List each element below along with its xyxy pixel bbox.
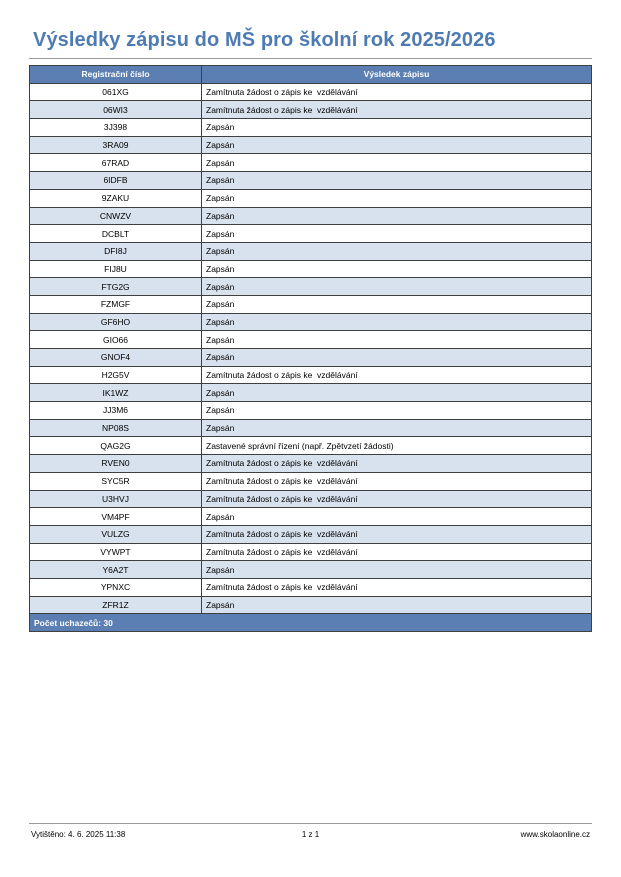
registration-number-cell: DCBLT: [30, 225, 202, 243]
enrollment-result-cell: Zapsán: [202, 331, 592, 349]
table-row: [30, 366, 592, 384]
registration-number-cell: 061XG: [30, 83, 202, 101]
table-row: [30, 242, 592, 260]
table-row: [30, 172, 592, 190]
registration-number-cell: NP08S: [30, 419, 202, 437]
table-row: [30, 349, 592, 367]
enrollment-result-cell: Zamítnuta žádost o zápis ke vzdělávání: [202, 366, 592, 384]
enrollment-result-cell: Zapsán: [202, 313, 592, 331]
registration-number-cell: RVEN0: [30, 455, 202, 473]
table-row: [30, 313, 592, 331]
enrollment-result-cell: Zastavené správní řízení (např. Zpětvzetí žádosti): [202, 437, 592, 455]
registration-number-cell: DFI8J: [30, 242, 202, 260]
registration-number-cell: GNOF4: [30, 349, 202, 367]
table-summary-row: [30, 614, 592, 632]
page-number: 1 z 1: [301, 830, 320, 839]
enrollment-result-cell: Zamítnuta žádost o zápis ke vzdělávání: [202, 83, 592, 101]
table-row: [30, 331, 592, 349]
enrollment-result-cell: Zapsán: [202, 402, 592, 420]
enrollment-result-cell: Zapsán: [202, 561, 592, 579]
results-table: [29, 65, 592, 632]
table-row: [30, 295, 592, 313]
table-row: [30, 525, 592, 543]
enrollment-result-cell: Zapsán: [202, 596, 592, 614]
registration-number-cell: 3J398: [30, 119, 202, 137]
table-row: [30, 508, 592, 526]
enrollment-result-cell: Zapsán: [202, 136, 592, 154]
table-row: [30, 260, 592, 278]
registration-number-cell: QAG2G: [30, 437, 202, 455]
footer-divider: [29, 823, 592, 824]
table-row: [30, 402, 592, 420]
registration-number-cell: FZMGF: [30, 295, 202, 313]
table-row: [30, 207, 592, 225]
table-row: [30, 543, 592, 561]
registration-number-cell: 67RAD: [30, 154, 202, 172]
site-url: www.skolaonline.cz: [520, 830, 590, 839]
registration-number-cell: IK1WZ: [30, 384, 202, 402]
enrollment-result-cell: Zamítnuta žádost o zápis ke vzdělávání: [202, 543, 592, 561]
registration-number-cell: GF6HO: [30, 313, 202, 331]
column-header-enrollment-result: Výsledek zápisu: [202, 66, 592, 84]
table-row: [30, 278, 592, 296]
registration-number-cell: VM4PF: [30, 508, 202, 526]
enrollment-result-cell: Zapsán: [202, 189, 592, 207]
registration-number-cell: 3RA09: [30, 136, 202, 154]
table-row: [30, 472, 592, 490]
registration-number-cell: CNWZV: [30, 207, 202, 225]
enrollment-result-cell: Zapsán: [202, 384, 592, 402]
table-row: [30, 136, 592, 154]
enrollment-result-cell: Zamítnuta žádost o zápis ke vzdělávání: [202, 101, 592, 119]
enrollment-result-cell: Zapsán: [202, 508, 592, 526]
table-row: [30, 119, 592, 137]
column-header-registration-number: Registrační číslo: [30, 66, 202, 84]
table-row: [30, 561, 592, 579]
enrollment-result-cell: Zamítnuta žádost o zápis ke vzdělávání: [202, 455, 592, 473]
table-row: [30, 101, 592, 119]
table-row: [30, 83, 592, 101]
enrollment-result-cell: Zamítnuta žádost o zápis ke vzdělávání: [202, 472, 592, 490]
table-row: [30, 419, 592, 437]
registration-number-cell: H2G5V: [30, 366, 202, 384]
registration-number-cell: SYC5R: [30, 472, 202, 490]
registration-number-cell: JJ3M6: [30, 402, 202, 420]
table-row: [30, 225, 592, 243]
registration-number-cell: YPNXC: [30, 578, 202, 596]
table-row: [30, 437, 592, 455]
registration-number-cell: VYWPT: [30, 543, 202, 561]
table-row: [30, 189, 592, 207]
enrollment-result-cell: Zapsán: [202, 260, 592, 278]
table-row: [30, 384, 592, 402]
registration-number-cell: FIJ8U: [30, 260, 202, 278]
printed-timestamp: Vytištěno: 4. 6. 2025 11:38: [31, 830, 126, 839]
enrollment-result-cell: Zapsán: [202, 225, 592, 243]
results-table-body: [30, 83, 592, 614]
table-row: [30, 596, 592, 614]
registration-number-cell: ZFR1Z: [30, 596, 202, 614]
applicant-count: Počet uchazečů: 30: [30, 614, 592, 632]
enrollment-result-cell: Zamítnuta žádost o zápis ke vzdělávání: [202, 578, 592, 596]
enrollment-result-cell: Zapsán: [202, 119, 592, 137]
table-row: [30, 490, 592, 508]
registration-number-cell: 9ZAKU: [30, 189, 202, 207]
enrollment-result-cell: Zapsán: [202, 419, 592, 437]
page-title: Výsledky zápisu do MŠ pro školní rok 2025/2026: [33, 29, 496, 51]
enrollment-result-cell: Zapsán: [202, 242, 592, 260]
enrollment-result-cell: Zapsán: [202, 154, 592, 172]
table-header-row: [30, 66, 592, 84]
registration-number-cell: VULZG: [30, 525, 202, 543]
registration-number-cell: FTG2G: [30, 278, 202, 296]
registration-number-cell: 06WI3: [30, 101, 202, 119]
enrollment-result-cell: Zapsán: [202, 172, 592, 190]
title-divider: [29, 58, 592, 59]
registration-number-cell: 6IDFB: [30, 172, 202, 190]
enrollment-result-cell: Zapsán: [202, 278, 592, 296]
table-row: [30, 154, 592, 172]
enrollment-result-cell: Zamítnuta žádost o zápis ke vzdělávání: [202, 490, 592, 508]
registration-number-cell: Y6A2T: [30, 561, 202, 579]
registration-number-cell: GIO66: [30, 331, 202, 349]
table-row: [30, 455, 592, 473]
table-row: [30, 578, 592, 596]
registration-number-cell: U3HVJ: [30, 490, 202, 508]
enrollment-result-cell: Zapsán: [202, 207, 592, 225]
enrollment-result-cell: Zapsán: [202, 349, 592, 367]
enrollment-result-cell: Zamítnuta žádost o zápis ke vzdělávání: [202, 525, 592, 543]
enrollment-result-cell: Zapsán: [202, 295, 592, 313]
